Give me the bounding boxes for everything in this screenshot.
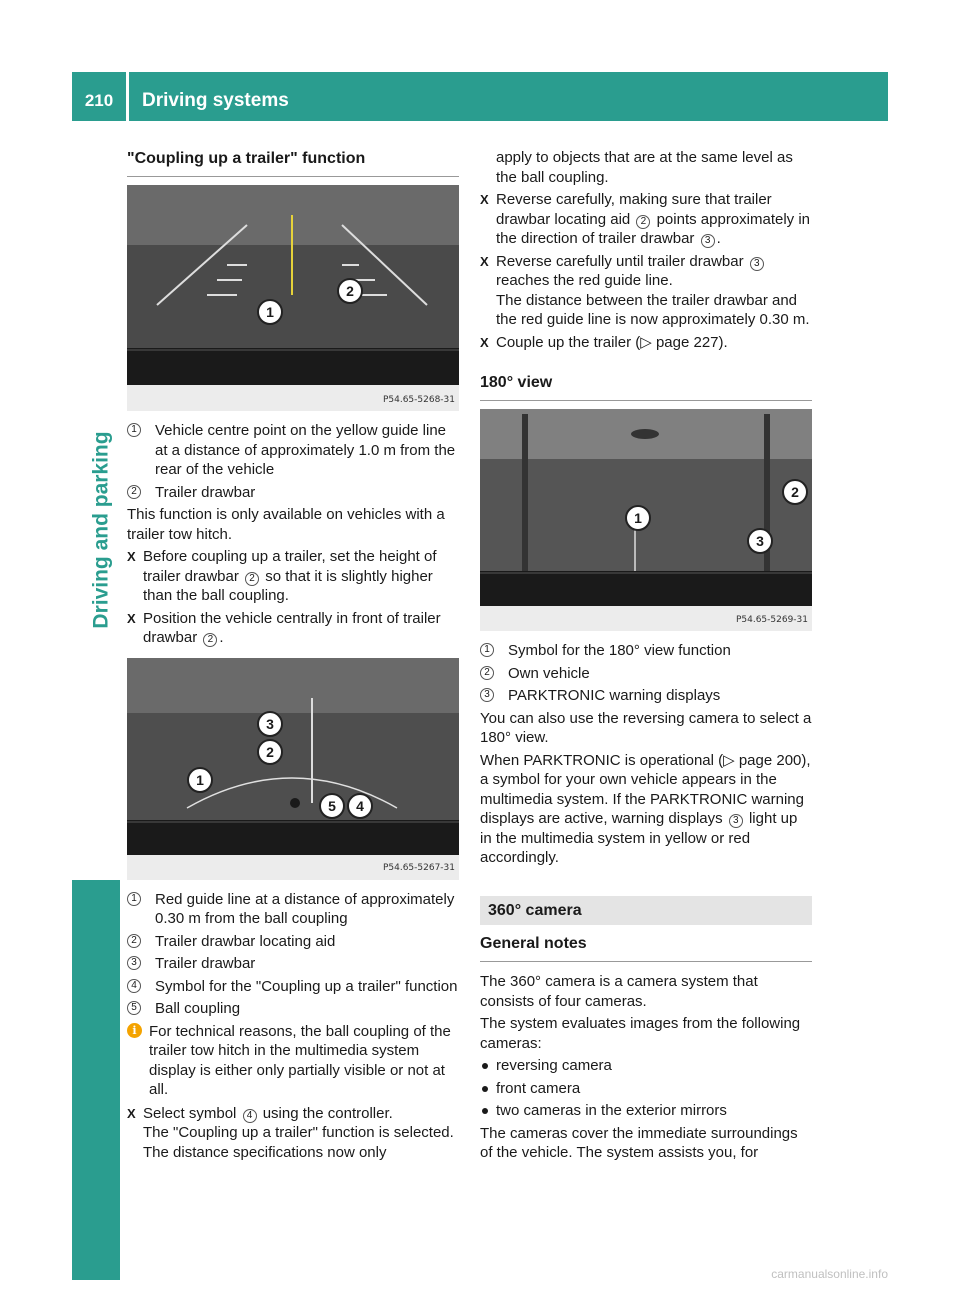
list-item: front camera [480,1079,812,1099]
info-icon: i [127,1023,142,1038]
callout-3: 3 [257,711,283,737]
view-180-title: 180° view [480,372,812,401]
image-caption: P54.65-5267-31 [382,863,455,873]
footer-watermark: carmanualsonline.info [771,1266,888,1281]
callout-5: 5 [319,793,345,819]
paragraph: This function is only available on vehicles with a trailer tow hitch. [127,506,445,543]
paragraph: You can also use the reversing camera to select a 180° view. [480,709,812,746]
camera-image-2 [127,658,459,880]
callout-1b: 1 [187,767,213,793]
list-item: 3 Trailer drawbar [127,954,459,974]
list-item: 1 Vehicle centre point on the yellow guide line at a distance of approximately 1.0 m from the rear of the vehicle [127,421,459,480]
header-separator [126,72,129,121]
image-caption: P54.65-5268-31 [382,394,455,405]
paragraph: The cameras cover the immediate surroundings of the vehicle. The system assists you, for [480,1124,798,1161]
camera-360-title: 360° camera [480,896,812,926]
right-column [480,148,812,1166]
coupling-title: "Coupling up a trailer" function [127,148,459,177]
callout-4: 4 [347,793,373,819]
step: X Position the vehicle centrally in front of trailer drawbar 2 . [127,609,459,648]
step: X Reverse carefully, making sure that trailer drawbar locating aid 2 points approximately in the direction of trailer drawbar 3 . [480,190,812,249]
page-number: 210 [84,91,114,110]
list-item: 2 Trailer drawbar [127,483,459,503]
step: X Reverse carefully until trailer drawbar 3 reaches the red guide line. The distance between the trailer drawbar and the red guide line is now approximately 0.30 m. [480,252,812,330]
header-bar [72,72,888,121]
camera-view-2 [127,658,459,880]
list-item: reversing camera [480,1056,812,1076]
list-item: 1 Symbol for the 180° view function [480,641,812,661]
side-tab-label: Driving and parking [89,431,113,629]
step: X Couple up the trailer (▷ page 227). [480,333,812,353]
list-item: two cameras in the exterior mirrors [480,1101,812,1121]
info-note: i For technical reasons, the ball coupling of the trailer tow hitch in the multimedia system display is either only partially visible or not at all. [127,1022,459,1100]
side-tab-block [72,880,120,1280]
list-item: 2 Trailer drawbar locating aid [127,932,459,952]
step: X Before coupling up a trailer, set the height of trailer drawbar 2 so that it is slightly higher than the ball coupling. [127,547,459,606]
paragraph: The system evaluates images from the following cameras: [480,1015,801,1052]
callout-2b: 2 [257,739,283,765]
camera-image-1 [127,185,459,411]
camera-view-1 [127,185,459,411]
paragraph: apply to objects that are at the same level as the ball coupling. [496,149,793,186]
callout-2c: 2 [782,479,808,505]
callout-3c: 3 [747,528,773,554]
callout-1c: 1 [625,505,651,531]
section-title: Driving systems [142,90,289,111]
step: X Select symbol 4 using the controller. The "Coupling up a trailer" function is selected. The distance specifications now only [127,1104,459,1163]
list-item: 3 PARKTRONIC warning displays [480,686,812,706]
callout-2: 2 [337,278,363,304]
paragraph: When PARKTRONIC is operational (▷ page 200), a symbol for your own vehicle appears in the multimedia system. If the PARKTRONIC warning displays are active, warning displays 3 light up in the multimedia system in yellow or red accordingly. [480,751,811,866]
paragraph: The 360° camera is a camera system that consists of four cameras. [480,973,758,1010]
callout-1: 1 [257,299,283,325]
side-tab [86,395,116,665]
list-item: 2 Own vehicle [480,664,812,684]
list-item: 1 Red guide line at a distance of approximately 0.30 m from the ball coupling [127,890,459,929]
list-item: 5 Ball coupling [127,999,459,1019]
left-column [127,148,459,1165]
list-item: 4 Symbol for the "Coupling up a trailer" function [127,977,459,997]
image-caption: P54.65-5269-31 [735,614,808,625]
camera-image-3 [480,409,812,631]
general-notes-title: General notes [480,933,812,962]
